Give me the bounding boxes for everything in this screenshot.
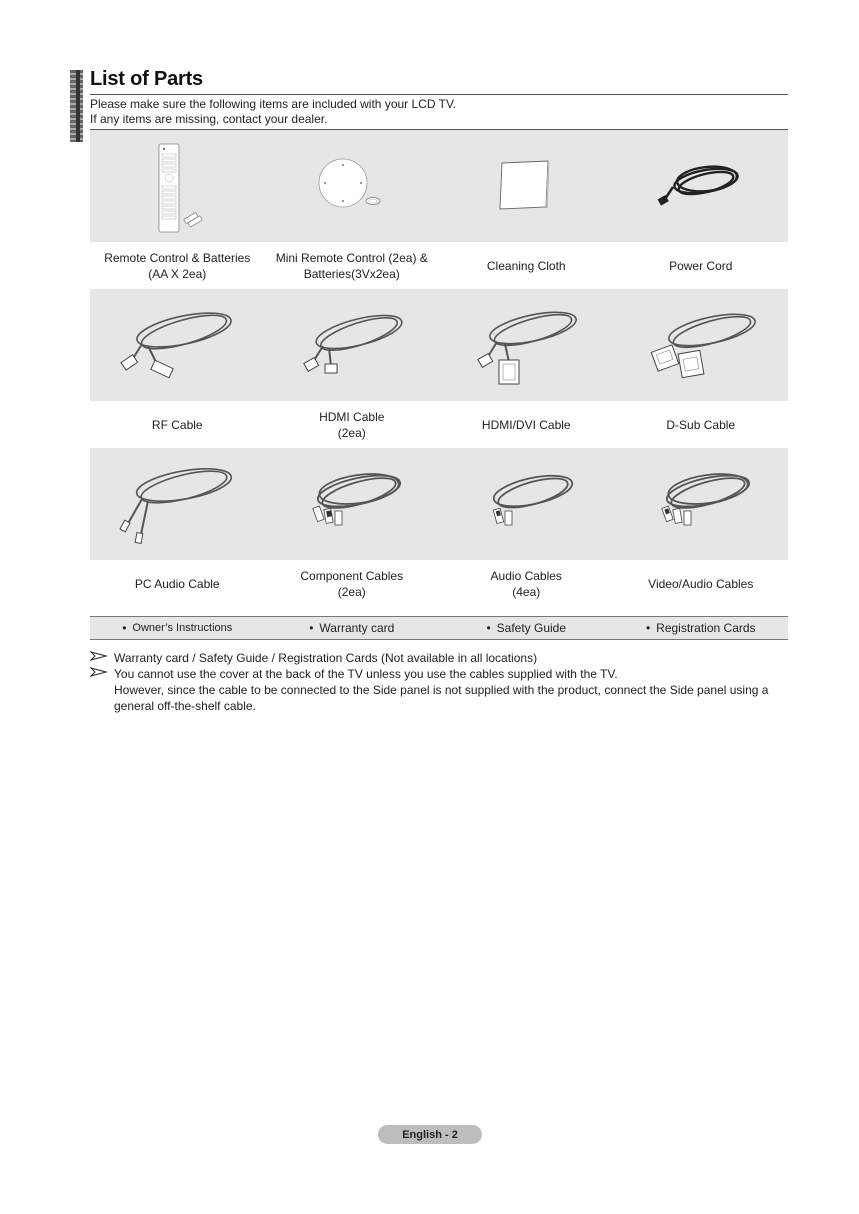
accessories-bar: [90, 616, 788, 640]
part-image-cell: [614, 448, 789, 560]
accessory-item: [265, 617, 440, 639]
intro-line-2: If any items are missing, contact your dealer.: [90, 111, 328, 126]
parts-grid: [90, 130, 788, 607]
mini-remote-icon: [307, 151, 397, 221]
part-label: Cleaning Cloth: [486, 258, 566, 273]
part-label: HDMI Cable (2ea): [319, 409, 385, 440]
part-label: Video/Audio Cables: [648, 576, 754, 591]
hdmi-cable-icon: [287, 300, 417, 390]
part-label: Component Cables (2ea): [300, 568, 404, 599]
part-image-cell: [265, 289, 440, 401]
accessory-item: [614, 617, 789, 639]
audio-cables-icon: [461, 459, 591, 549]
dsub-cable-icon: [636, 300, 766, 390]
bullet-icon: •: [309, 621, 314, 635]
part-label: RF Cable: [151, 417, 203, 432]
parts-image-row-2: [90, 289, 788, 401]
note-text: Warranty card / Safety Guide / Registration Cards (Not available in all locations): [114, 651, 538, 665]
accessory-item: [90, 617, 265, 639]
page-title: List of Parts: [90, 68, 203, 90]
parts-image-row-3: [90, 448, 788, 560]
accessory-label: Registration Cards: [656, 621, 756, 635]
note-text-line-1: You cannot use the cover at the back of the TV unless you use the cables supplied with the TV.: [114, 667, 618, 681]
part-image-cell: [614, 289, 789, 401]
note-2: [90, 666, 790, 714]
parts-label-row-2: [90, 401, 788, 448]
part-image-cell: [439, 289, 614, 401]
intro-text: [90, 97, 456, 126]
part-image-cell: [265, 448, 440, 560]
note-arrow-icon: [90, 666, 114, 714]
part-image-cell: [90, 130, 265, 242]
bullet-icon: •: [645, 621, 651, 635]
parts-label-row-3: [90, 560, 788, 607]
part-label: PC Audio Cable: [134, 576, 220, 591]
remote-control-icon: [137, 136, 217, 236]
parts-label-row-1: [90, 242, 788, 289]
rf-cable-icon: [112, 300, 242, 390]
accessory-item: [439, 617, 614, 639]
part-label: Audio Cables (4ea): [490, 568, 562, 599]
page-number-badge: English - 2: [378, 1125, 482, 1144]
title-divider: [90, 94, 788, 95]
hdmi-dvi-cable-icon: [461, 300, 591, 390]
notes-section: [90, 650, 790, 714]
power-cord-icon: [651, 151, 751, 221]
note-text: [114, 666, 790, 714]
bullet-icon: •: [486, 621, 491, 635]
component-cables-icon: [287, 459, 417, 549]
part-label: D-Sub Cable: [666, 417, 736, 432]
part-label: Power Cord: [669, 258, 733, 273]
part-image-cell: [90, 289, 265, 401]
note-1: [90, 650, 790, 666]
note-arrow-icon: [90, 650, 114, 666]
accessory-label: Owner’s Instructions: [132, 622, 233, 634]
side-decoration-bar: [76, 70, 80, 142]
video-audio-cables-icon: [636, 459, 766, 549]
bullet-icon: •: [122, 621, 127, 635]
part-label: Remote Control & Batteries (AA X 2ea): [104, 250, 251, 281]
part-image-cell: [439, 448, 614, 560]
parts-image-row-1: [90, 130, 788, 242]
intro-line-1: Please make sure the following items are included with your LCD TV.: [90, 97, 457, 111]
part-image-cell: [90, 448, 265, 560]
part-label: HDMI/DVI Cable: [481, 417, 571, 432]
accessory-label: Safety Guide: [496, 621, 567, 635]
note-text-line-2: However, since the cable to be connected to the Side panel is not supplied with the product, connect the Side panel using a general off-the-shelf cable.: [114, 683, 769, 713]
part-image-cell: [614, 130, 789, 242]
cleaning-cloth-icon: [486, 151, 566, 221]
pc-audio-cable-icon: [112, 459, 242, 549]
part-image-cell: [265, 130, 440, 242]
part-label: Mini Remote Control (2ea) & Batteries(3Vx2ea): [275, 250, 428, 281]
part-image-cell: [439, 130, 614, 242]
accessory-label: Warranty card: [319, 621, 395, 635]
